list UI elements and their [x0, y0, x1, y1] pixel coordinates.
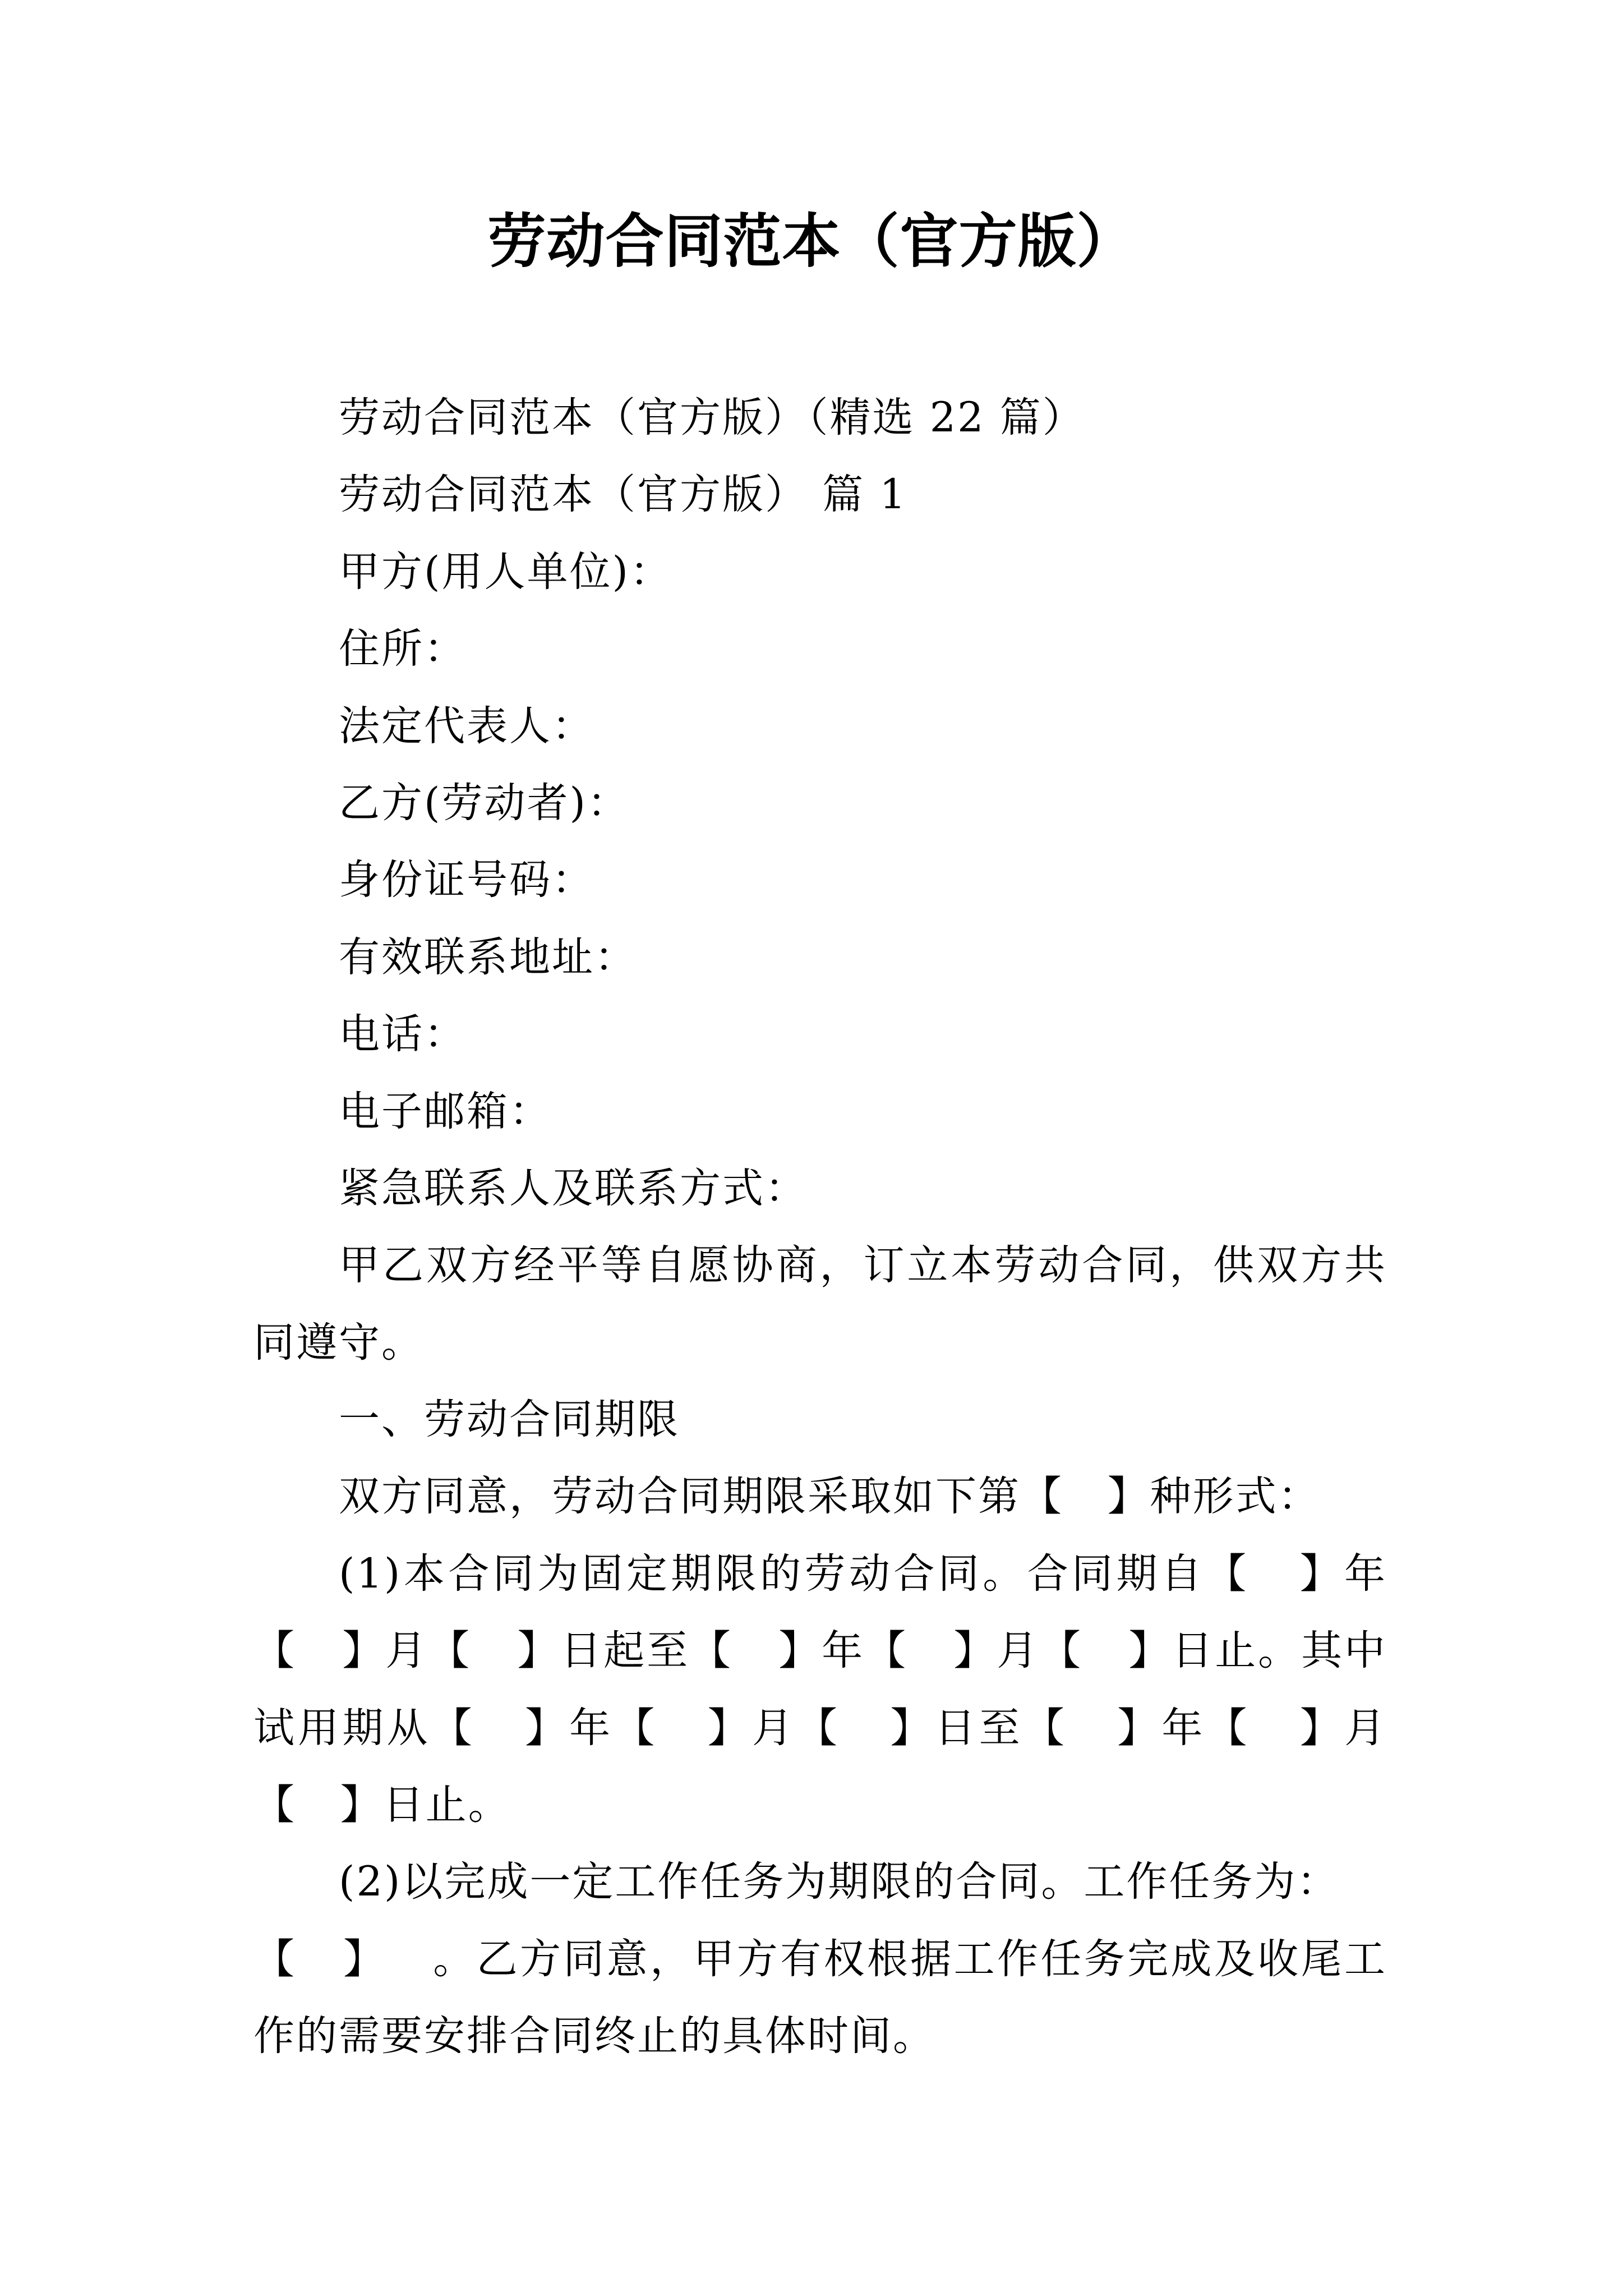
option-1-line: 试用期从【 】年【 】月【 】日至【 】年【 】月 — [253, 1704, 1387, 1752]
emergency-contact-label: 紧急联系人及联系方式： — [339, 1164, 808, 1212]
document-title: 劳动合同范本（官方版） — [487, 206, 1136, 275]
article-heading: 劳动合同范本（官方版） 篇 1 — [339, 471, 907, 519]
address-label: 住所： — [339, 625, 467, 673]
option-1-line: 【 】日止。 — [253, 1781, 511, 1829]
contact-address-label: 有效联系地址： — [339, 933, 637, 981]
email-label: 电子邮箱： — [339, 1087, 552, 1135]
phone-label: 电话： — [339, 1010, 467, 1059]
preamble-line: 同遵守。 — [253, 1318, 424, 1366]
id-number-label: 身份证号码： — [339, 856, 594, 904]
option-2-line: 【 】 。乙方同意，甲方有权根据工作任务完成及收尾工 — [253, 1935, 1387, 1983]
collection-title: 劳动合同范本（官方版）（精选 22 篇） — [339, 394, 1085, 441]
option-2-line: (2)以完成一定工作任务为期限的合同。工作任务为： — [339, 1858, 1340, 1906]
section-heading: 一、劳动合同期限 — [339, 1396, 680, 1444]
legal-representative-label: 法定代表人： — [339, 702, 594, 750]
option-2-line: 作的需要安排合同终止的具体时间。 — [253, 2012, 935, 2060]
party-a-label: 甲方(用人单位)： — [339, 547, 672, 596]
party-b-label: 乙方(劳动者)： — [339, 779, 630, 827]
contract-body — [253, 379, 1387, 2075]
option-1-line: 【 】月【 】日起至【 】年【 】月【 】日止。其中 — [253, 1627, 1387, 1675]
preamble-line: 甲乙双方经平等自愿协商，订立本劳动合同，供双方共 — [339, 1241, 1387, 1290]
option-1-line: (1)本合同为固定期限的劳动合同。合同期自【 】年 — [339, 1549, 1387, 1598]
section-intro: 双方同意，劳动合同期限采取如下第【 】种形式： — [339, 1473, 1321, 1521]
